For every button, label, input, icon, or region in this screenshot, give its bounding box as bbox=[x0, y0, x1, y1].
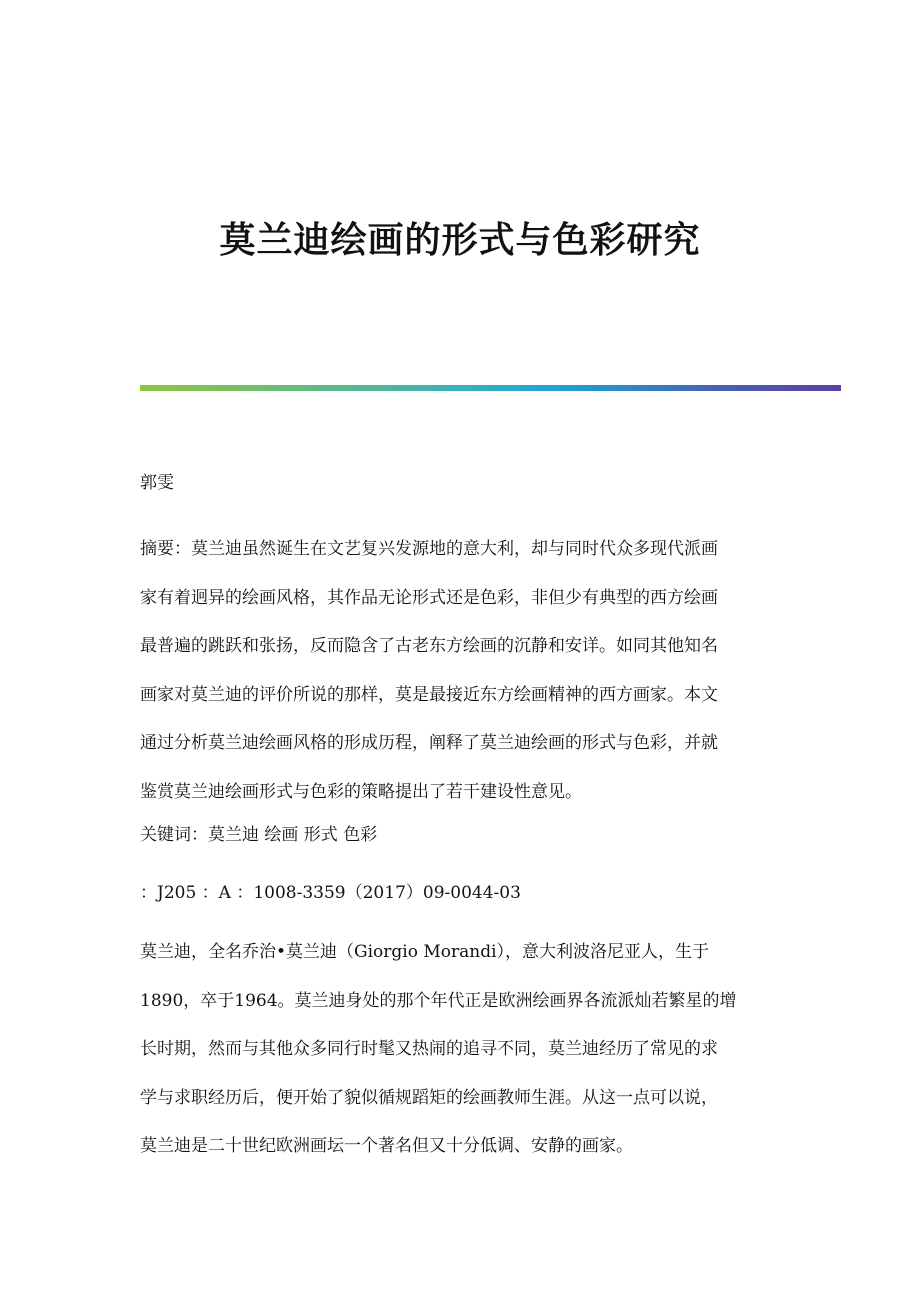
body-line: 莫兰迪，全名乔治•莫兰迪（Giorgio Morandi），意大利波洛尼亚人，生于 bbox=[140, 942, 710, 962]
body-line: 学与求职经历后，便开始了貌似循规蹈矩的绘画教师生涯。从这一点可以说， bbox=[140, 1087, 718, 1108]
body-paragraph bbox=[140, 928, 780, 1171]
abstract-line: 鉴赏莫兰迪绘画形式与色彩的策略提出了若干建设性意见。 bbox=[140, 781, 582, 802]
title-divider bbox=[140, 385, 841, 391]
abstract-line: 画家对莫兰迪的评价所说的那样，莫是最接近东方绘画精神的西方画家。本文 bbox=[140, 684, 718, 705]
abstract-line: 家有着迥异的绘画风格，其作品无论形式还是色彩，非但少有典型的西方绘画 bbox=[140, 587, 718, 608]
abstract-line: 最普遍的跳跃和张扬，反而隐含了古老东方绘画的沉静和安详。如同其他知名 bbox=[140, 636, 718, 656]
abstract-line: 摘要：莫兰迪虽然诞生在文艺复兴发源地的意大利，却与同时代众多现代派画 bbox=[140, 539, 718, 559]
classification-line: ：J205 ：A ：1008-3359（2017）09-0044-03 bbox=[140, 883, 521, 903]
abstract bbox=[140, 525, 780, 816]
keywords: 关键词：莫兰迪 绘画 形式 色彩 bbox=[140, 825, 378, 845]
body-line: 1890，卒于1964。莫兰迪身处的那个年代正是欧洲绘画界各流派灿若繁星的增 bbox=[140, 990, 737, 1011]
body-line: 莫兰迪是二十世纪欧洲画坛一个著名但又十分低调、安静的画家。 bbox=[140, 1136, 633, 1156]
author-name: 郭雯 bbox=[140, 473, 174, 493]
abstract-line: 通过分析莫兰迪绘画风格的形成历程，阐释了莫兰迪绘画的形式与色彩，并就 bbox=[140, 733, 718, 753]
paper-title: 莫兰迪绘画的形式与色彩研究 bbox=[219, 219, 701, 261]
body-line: 长时期，然而与其他众多同行时髦又热闹的追寻不同，莫兰迪经历了常见的求 bbox=[140, 1039, 718, 1059]
